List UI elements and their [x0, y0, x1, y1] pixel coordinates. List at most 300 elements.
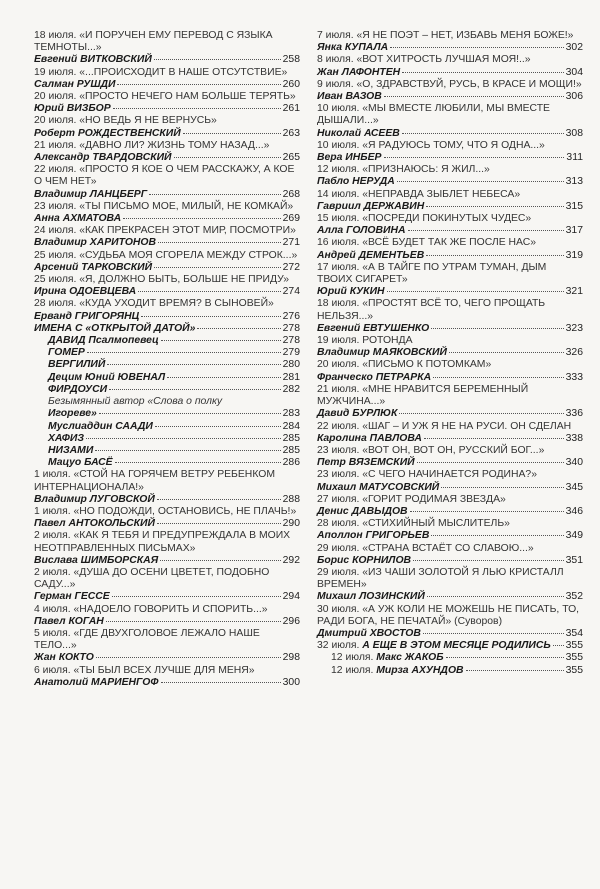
entry-author: ФИРДОУСИ	[48, 383, 108, 395]
dot-leader	[99, 413, 281, 414]
toc-entry	[317, 213, 583, 237]
dot-leader	[95, 450, 280, 451]
entry-author-line	[317, 482, 583, 494]
entry-page-number: 351	[565, 554, 583, 566]
toc-entry	[317, 140, 583, 164]
entry-author-line	[317, 225, 583, 237]
entry-page-number: 292	[282, 554, 300, 566]
dot-leader	[387, 291, 564, 292]
entry-date-title: 7 июля. «Я НЕ ПОЭТ – НЕТ, ИЗБАВЬ МЕНЯ БОЖЕ!»	[317, 30, 574, 41]
entry-author: Роберт РОЖДЕСТВЕНСКИЙ	[34, 127, 181, 139]
toc-entry	[34, 433, 300, 445]
entry-date-title: 14 июля. «НЕПРАВДА ЗЫБЛЕТ НЕБЕСА»	[317, 188, 521, 200]
entry-prefix: 12 июля.	[331, 664, 377, 676]
entry-author: Жан КОКТО	[34, 652, 94, 664]
entry-page-number: 302	[565, 42, 583, 54]
entry-author-line	[34, 494, 300, 506]
entry-author: Ирина ОДОЕВЦЕВА	[34, 286, 137, 298]
entry-page-number: 298	[282, 652, 300, 664]
entry-author: Владимир ЛАНЦБЕРГ	[34, 188, 148, 200]
entry-author-line	[34, 616, 300, 628]
toc-entry	[317, 54, 583, 78]
dot-leader	[161, 682, 281, 683]
entry-page-number: 271	[282, 237, 300, 249]
right-column	[317, 30, 583, 677]
toc-entry	[34, 384, 300, 396]
entry-author: ВЕРГИЛИЙ	[48, 359, 106, 371]
entry-author-line	[48, 372, 300, 384]
entry-author-line	[317, 176, 583, 188]
toc-entry	[317, 640, 583, 652]
entry-author: НИЗАМИ	[48, 444, 94, 456]
toc-entry	[317, 604, 583, 641]
entry-author-line	[34, 652, 300, 664]
entry-date-title: 12 июля. «ПРИЗНАЮСЬ: Я ЖИЛ...»	[317, 164, 490, 176]
dot-leader	[446, 657, 564, 658]
entry-date-title: 23 июля. «С ЧЕГО НАЧИНАЕТСЯ РОДИНА?»	[317, 469, 537, 481]
entry-page-number: 296	[282, 615, 300, 627]
entry-author-line	[317, 286, 583, 298]
entry-date-title: 19 июля. «...ПРОИСХОДИТ В НАШЕ ОТСУТСТВИЕ»	[34, 66, 288, 78]
toc-entry	[34, 506, 300, 530]
entry-date-title: 30 июля. «А УЖ КОЛИ НЕ МОЖЕШЬ НЕ ПИСАТЬ, ТО, РАДИ БОГА, НЕ ПЕЧАТАЙ» (Суворов)	[317, 603, 580, 627]
entry-page-number: 317	[565, 225, 583, 237]
entry-page-number: 308	[565, 127, 583, 139]
toc-entry	[317, 421, 583, 445]
entry-author: Евгений ВИТКОВСКИЙ	[34, 54, 152, 66]
entry-author: Борис КОРНИЛОВ	[317, 554, 412, 566]
dot-leader	[466, 670, 564, 671]
entry-author-line	[317, 42, 583, 54]
entry-author-line	[48, 384, 300, 396]
toc-entry	[34, 30, 300, 67]
entry-author-line	[317, 323, 583, 335]
dot-leader	[107, 364, 280, 365]
toc-entry	[34, 298, 300, 322]
toc-entry	[34, 250, 300, 274]
entry-author-line	[317, 67, 583, 79]
entry-author: Мирза АХУНДОВ	[376, 664, 464, 676]
entry-page-number: 354	[565, 627, 583, 639]
entry-author-line	[48, 433, 300, 445]
entry-page-number: 355	[565, 664, 583, 676]
toc-entry	[317, 494, 583, 518]
entry-author: Каролина ПАВЛОВА	[317, 432, 422, 444]
entry-author: Анатолий МАРИЕНГОФ	[34, 676, 159, 688]
entry-author-line	[48, 421, 300, 433]
dot-leader	[433, 377, 564, 378]
entry-author: Павел АНТОКОЛЬСКИЙ	[34, 518, 155, 530]
toc-entry	[34, 372, 300, 384]
toc-entry	[317, 359, 583, 383]
entry-author: Ерванд ГРИГОРЯНЦ	[34, 310, 140, 322]
dot-leader	[426, 206, 563, 207]
entry-author-line	[34, 213, 300, 225]
entry-author-line	[317, 372, 583, 384]
entry-page-number: 263	[282, 127, 300, 139]
toc-entry	[317, 652, 583, 664]
entry-author: Игореве»	[48, 408, 97, 420]
entry-author-line	[34, 79, 300, 91]
entry-author: ХАФИЗ	[48, 432, 85, 444]
entry-date-title: 28 июля. «КУДА УХОДИТ ВРЕМЯ? В СЫНОВЕЙ»	[34, 298, 274, 310]
entry-date-title: 29 июля. «СТРАНА ВСТАЁТ СО СЛАВОЮ...»	[317, 542, 534, 554]
entry-author-line	[317, 250, 583, 262]
toc-entry	[34, 396, 300, 420]
entry-page-number: 281	[282, 371, 300, 383]
dot-leader	[449, 352, 564, 353]
dot-leader	[86, 438, 281, 439]
toc-entry	[34, 201, 300, 225]
toc-entry	[34, 665, 300, 689]
dot-leader	[113, 108, 281, 109]
dot-leader	[384, 157, 565, 158]
entry-author: Евгений ЕВТУШЕНКО	[317, 322, 430, 334]
left-column	[34, 30, 300, 689]
toc-entry	[34, 274, 300, 298]
dot-leader	[197, 328, 280, 329]
dot-leader	[112, 596, 281, 597]
entry-author: Герман ГЕССЕ	[34, 591, 110, 603]
dot-leader	[399, 413, 563, 414]
entry-author-line	[34, 286, 300, 298]
entry-author: Денис ДАВЫДОВ	[317, 505, 408, 517]
entry-date-title: 15 июля. «ПОСРЕДИ ПОКИНУТЫХ ЧУДЕС»	[317, 213, 532, 225]
entry-author-line	[317, 530, 583, 542]
entry-author-line	[317, 640, 583, 652]
entry-page-number: 279	[282, 347, 300, 359]
entry-author-line	[34, 311, 300, 323]
entry-page-number: 261	[282, 103, 300, 115]
toc-entry	[34, 67, 300, 91]
entry-date-title: 19 июля. РОТОНДА	[317, 335, 413, 347]
entry-page-number: 306	[565, 91, 583, 103]
entry-author: Пабло НЕРУДА	[317, 176, 395, 188]
entry-author: Макс ЖАКОБ	[376, 652, 444, 664]
entry-author-line	[317, 128, 583, 140]
toc-entry	[34, 323, 300, 335]
entry-date-title: 23 июля. «ТЫ ПИСЬМО МОЕ, МИЛЫЙ, НЕ КОМКАЙ»	[34, 200, 294, 212]
entry-author: Иван ВАЗОВ	[317, 91, 382, 103]
entry-author: Петр ВЯЗЕМСКИЙ	[317, 457, 415, 469]
entry-author: Владимир ЛУГОВСКОЙ	[34, 493, 155, 505]
entry-page-number: 333	[565, 371, 583, 383]
dot-leader	[154, 267, 281, 268]
dot-leader	[424, 438, 564, 439]
entry-date-title: 1 июля. «СТОЙ НА ГОРЯЧЕМ ВЕТРУ РЕБЕНКОМ ИНТЕРНАЦИОНАЛА!»	[34, 469, 275, 493]
dot-leader	[408, 230, 564, 231]
entry-date-title: 27 июля. «ГОРИТ РОДИМАЯ ЗВЕЗДА»	[317, 493, 506, 505]
dot-leader	[157, 499, 281, 500]
toc-entry	[317, 262, 583, 299]
entry-author-line	[34, 54, 300, 66]
entry-author: Алла ГОЛОВИНА	[317, 225, 406, 237]
entry-date-title: 22 июля. «ПРОСТО Я КОЕ О ЧЕМ РАССКАЖУ, А КОЕ О ЧЕМ НЕТ»	[34, 164, 295, 188]
toc-entry	[34, 445, 300, 457]
entry-date-title: 20 июля. «ПИСЬМО К ПОТОМКАМ»	[317, 359, 492, 371]
entry-page-number: 290	[282, 518, 300, 530]
dot-leader	[96, 657, 281, 658]
entry-date-title: 18 июля. «И ПОРУЧЕН ЕМУ ПЕРЕВОД С ЯЗЫКА ТЕМНОТЫ...»	[34, 30, 273, 54]
toc-entry	[317, 665, 583, 677]
toc-entry	[317, 543, 583, 567]
entry-author-line	[317, 201, 583, 213]
toc-entry	[34, 359, 300, 371]
dot-leader	[441, 487, 563, 488]
entry-author: Дмитрий ХВОСТОВ	[317, 627, 421, 639]
dot-leader	[167, 377, 281, 378]
entry-page-number: 258	[282, 54, 300, 66]
entry-author-line	[34, 128, 300, 140]
toc-entry	[34, 335, 300, 347]
entry-author: Вислава ШИМБОРСКАЯ	[34, 554, 159, 566]
entry-page-number: 288	[282, 493, 300, 505]
toc-entry	[34, 628, 300, 665]
entry-author-line	[34, 323, 300, 335]
entry-author-line	[317, 506, 583, 518]
entry-author-line	[34, 237, 300, 249]
entry-page-number: 274	[282, 286, 300, 298]
entry-author: ГОМЕР	[48, 347, 85, 359]
entry-author-line	[317, 555, 583, 567]
entry-author: Давид БУРЛЮК	[317, 408, 398, 420]
entry-page-number: 260	[282, 78, 300, 90]
entry-page-number: 278	[282, 322, 300, 334]
entry-page-number: 300	[282, 676, 300, 688]
entry-page-number: 315	[565, 200, 583, 212]
dot-leader	[410, 511, 564, 512]
entry-date-title: 22 июля. «ШАГ – И УЖ Я НЕ НА РУСИ. ОН СДЕЛАН	[317, 420, 572, 432]
entry-page-number: 284	[282, 420, 300, 432]
toc-entry	[317, 30, 583, 54]
entry-author-line	[34, 591, 300, 603]
entry-author: Децим Юний ЮВЕНАЛ	[48, 371, 166, 383]
entry-author-line	[331, 652, 583, 664]
entry-author: Арсений ТАРКОВСКИЙ	[34, 261, 153, 273]
entry-author-line	[48, 445, 300, 457]
entry-author: Александр ТВАРДОВСКИЙ	[34, 152, 172, 164]
entry-page-number: 319	[565, 249, 583, 261]
entry-author: Михаил МАТУСОВСКИЙ	[317, 481, 440, 493]
dot-leader	[109, 389, 281, 390]
entry-date-title: 17 июля. «А В ТАЙГЕ ПО УТРАМ ТУМАН, ДЫМ ТВОИХ СИГАРЕТ»	[317, 261, 547, 286]
entry-author: Владимир МАЯКОВСКИЙ	[317, 347, 447, 359]
toc-entry	[317, 79, 583, 103]
entry-author-line	[317, 347, 583, 359]
entry-page-number: 340	[565, 457, 583, 469]
entry-author: Анна АХМАТОВА	[34, 213, 122, 225]
entry-date-title: 2 июля. «ДУША ДО ОСЕНИ ЦВЕТЕТ, ПОДОБНО САДУ...»	[34, 566, 270, 591]
entry-author: Жан ЛАФОНТЕН	[317, 66, 401, 78]
toc-entry	[317, 469, 583, 493]
dot-leader	[397, 181, 564, 182]
entry-date-title: 8 июля. «ВОТ ХИТРОСТЬ ЛУЧШАЯ МОЯ!..»	[317, 54, 531, 66]
toc-entry	[317, 518, 583, 542]
entry-date-title: 20 июля. «ПРОСТО НЕЧЕГО НАМ БОЛЬШЕ ТЕРЯТЬ»	[34, 91, 296, 103]
entry-page-number: 269	[282, 213, 300, 225]
entry-page-number: 276	[282, 310, 300, 322]
dot-leader	[161, 340, 281, 341]
dot-leader	[431, 535, 563, 536]
toc-entry	[317, 103, 583, 140]
toc-entry	[317, 445, 583, 469]
entry-author-line	[48, 408, 300, 420]
entry-author-line	[317, 152, 583, 164]
toc-entry	[34, 530, 300, 567]
entry-page-number: 294	[282, 591, 300, 603]
entry-date-title: 24 июля. «КАК ПРЕКРАСЕН ЭТОТ МИР, ПОСМОТРИ»	[34, 225, 296, 237]
entry-date-title: 9 июля. «О, ЗДРАВСТВУЙ, РУСЬ, В КРАСЕ И МОЩИ!»	[317, 78, 582, 90]
entry-date-title: 10 июля. «Я РАДУЮСЬ ТОМУ, ЧТО Я ОДНА...»	[317, 139, 545, 151]
entry-page-number: 346	[565, 505, 583, 517]
entry-author-line	[317, 408, 583, 420]
toc-entry	[317, 237, 583, 261]
entry-page-number: 265	[282, 152, 300, 164]
entry-author: Гавриил ДЕРЖАВИН	[317, 200, 425, 212]
entry-page-number: 326	[565, 347, 583, 359]
dot-leader	[183, 133, 281, 134]
entry-date-title: 25 июля. «СУДЬБА МОЯ СГОРЕЛА МЕЖДУ СТРОК...»	[34, 249, 298, 261]
entry-date-title: 18 июля. «ПРОСТЯТ ВСЁ ТО, ЧЕГО ПРОЩАТЬ НЕЛЬЗЯ...»	[317, 298, 546, 322]
entry-author: Аполлон ГРИГОРЬЕВ	[317, 530, 430, 542]
dot-leader	[157, 523, 281, 524]
entry-page-number: 282	[282, 383, 300, 395]
dot-leader	[160, 560, 280, 561]
entry-author: Салман РУШДИ	[34, 78, 116, 90]
toc-entry	[317, 298, 583, 335]
entry-author: Янка КУПАЛА	[317, 42, 389, 54]
dot-leader	[123, 218, 280, 219]
dot-leader	[384, 96, 564, 97]
toc-entry	[34, 421, 300, 433]
entry-page-number: 313	[565, 176, 583, 188]
entry-page-number: 345	[565, 481, 583, 493]
entry-author-line	[34, 189, 300, 201]
entry-author-line	[48, 347, 300, 359]
dot-leader	[390, 47, 564, 48]
entry-date-title: 1 июля. «НО ПОДОЖДИ, ОСТАНОВИСЬ, НЕ ПЛАЧЬ!»	[34, 505, 297, 517]
entry-page-number: 285	[282, 444, 300, 456]
dot-leader	[402, 133, 564, 134]
entry-author: Мацуо БАСЁ	[48, 457, 113, 469]
toc-entry	[34, 91, 300, 115]
toc-entry	[34, 225, 300, 249]
entry-author: Павел КОГАН	[34, 615, 104, 627]
entry-prefix: 32 июля.	[317, 640, 363, 652]
dot-leader	[87, 352, 281, 353]
entry-author: Вера ИНБЕР	[317, 152, 382, 164]
entry-date-title: 16 июля. «ВСЁ БУДЕТ ТАК ЖЕ ПОСЛЕ НАС»	[317, 237, 536, 249]
entry-date-title: 6 июля. «ТЫ БЫЛ ВСЕХ ЛУЧШЕ ДЛЯ МЕНЯ»	[34, 664, 255, 676]
dot-leader	[553, 645, 564, 646]
dot-leader	[423, 633, 564, 634]
entry-page-number: 278	[282, 335, 300, 347]
entry-author: Андрей ДЕМЕНТЬЕВ	[317, 249, 425, 261]
toc-entry	[34, 604, 300, 628]
entry-author: Николай АСЕЕВ	[317, 127, 400, 139]
entry-author-line	[34, 555, 300, 567]
entry-date-title: 20 июля. «НО ВЕДЬ Я НЕ ВЕРНУСЬ»	[34, 115, 217, 127]
toc-entry	[34, 457, 300, 469]
entry-date-title: 21 июля. «МНЕ НРАВИТСЯ БЕРЕМЕННЫЙ МУЖЧИНА...»	[317, 383, 529, 408]
entry-author-line	[331, 665, 583, 677]
dot-leader	[174, 157, 281, 158]
entry-date-title: 10 июля. «МЫ ВМЕСТЕ ЛЮБИЛИ, МЫ ВМЕСТЕ ДЫШАЛИ...»	[317, 103, 550, 127]
entry-author: Франческо ПЕТРАРКА	[317, 371, 432, 383]
entry-author-line	[48, 359, 300, 371]
toc-entry	[317, 567, 583, 604]
entry-author-line	[317, 591, 583, 603]
entry-author-line	[48, 457, 300, 469]
entry-author: Михаил ЛОЗИНСКИЙ	[317, 591, 425, 603]
entry-date-title: 5 июля. «ГДЕ ДВУХГОЛОВОЕ ЛЕЖАЛО НАШЕ ТЕЛО...»	[34, 627, 260, 652]
dot-leader	[426, 255, 563, 256]
toc-entry	[34, 115, 300, 139]
toc-entry	[34, 469, 300, 506]
entry-date-title: 4 июля. «НАДОЕЛО ГОВОРИТЬ И СПОРИТЬ...»	[34, 603, 268, 615]
entry-date-title: 21 июля. «ДАВНО ЛИ? ЖИЗНЬ ТОМУ НАЗАД...»	[34, 139, 270, 151]
entry-page-number: 349	[565, 530, 583, 542]
dot-leader	[117, 84, 280, 85]
entry-page-number: 283	[282, 408, 300, 420]
dot-leader	[417, 462, 564, 463]
entry-author: Муслиаддин СААДИ	[48, 420, 153, 432]
entry-page-number: 355	[565, 652, 583, 664]
entry-page-number: 336	[565, 408, 583, 420]
entry-author: А ЕЩЕ В ЭТОМ МЕСЯЦЕ РОДИЛИСЬ	[362, 640, 551, 652]
entry-page-number: 352	[565, 591, 583, 603]
dot-leader	[149, 194, 281, 195]
entry-page-number: 268	[282, 188, 300, 200]
entry-author-line	[34, 518, 300, 530]
entry-date-title: 23 июля. «ВОТ ОН, ВОТ ОН, РУССКИЙ БОГ...»	[317, 444, 545, 456]
entry-prefix: 12 июля.	[331, 652, 377, 664]
toc-entry	[34, 347, 300, 359]
dot-leader	[138, 291, 280, 292]
dot-leader	[106, 621, 281, 622]
entry-author-line	[317, 433, 583, 445]
entry-author: ИМЕНА С «ОТКРЫТОЙ ДАТОЙ»	[34, 322, 196, 334]
entry-date-title: 28 июля. «СТИХИЙНЫЙ МЫСЛИТЕЛЬ»	[317, 518, 510, 530]
dot-leader	[115, 462, 281, 463]
entry-author-line	[48, 335, 300, 347]
dot-leader	[431, 328, 563, 329]
dot-leader	[413, 560, 564, 561]
entry-page-number: 280	[282, 359, 300, 371]
entry-page-number: 272	[282, 261, 300, 273]
entry-date-title: 2 июля. «КАК Я ТЕБЯ И ПРЕДУПРЕЖДАЛА В МОИХ НЕОТПРАВЛЕННЫХ ПИСЬМАХ»	[34, 530, 291, 554]
entry-author: ДАВИД Псалмопевец	[48, 335, 159, 347]
entry-author-line	[34, 262, 300, 274]
entry-page-number: 321	[565, 286, 583, 298]
toc-entry	[317, 335, 583, 359]
dot-leader	[141, 316, 280, 317]
entry-prefix: Безымянный автор «Слова о полку	[48, 396, 223, 408]
entry-page-number: 338	[565, 432, 583, 444]
entry-page-number: 285	[282, 432, 300, 444]
toc-entry	[34, 164, 300, 201]
toc-entry	[317, 189, 583, 213]
entry-author: Юрий ВИЗБОР	[34, 103, 111, 115]
entry-author-line	[317, 91, 583, 103]
dot-leader	[158, 242, 281, 243]
toc-entry	[34, 140, 300, 164]
dot-leader	[402, 72, 563, 73]
entry-date-title: 29 июля. «ИЗ ЧАШИ ЗОЛОТОЙ Я ЛЬЮ КРИСТАЛЛ ВРЕМЕН»	[317, 566, 564, 591]
dot-leader	[155, 426, 281, 427]
toc-entry	[317, 164, 583, 188]
entry-page-number: 311	[566, 152, 583, 164]
